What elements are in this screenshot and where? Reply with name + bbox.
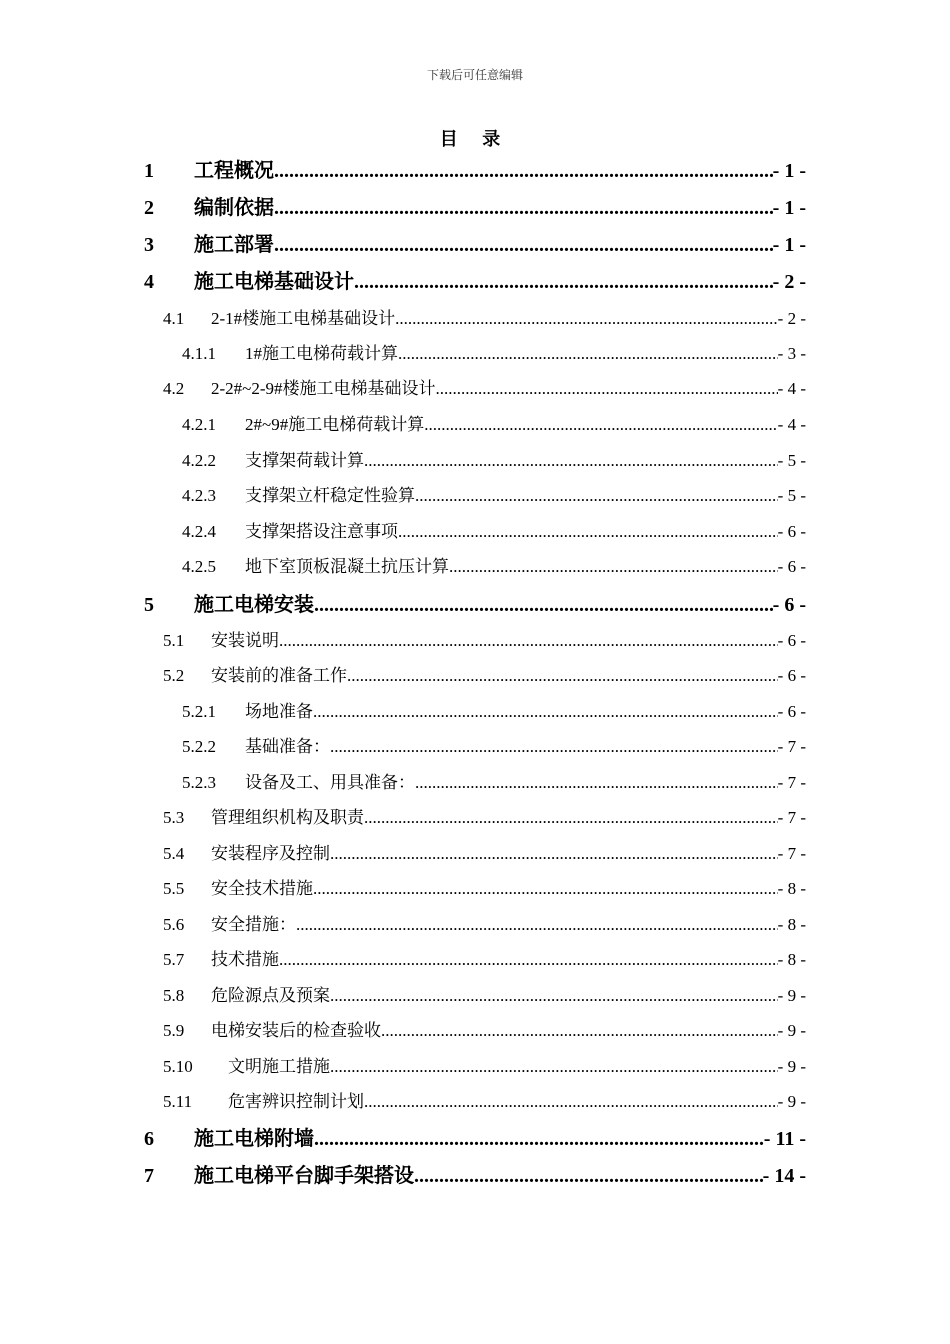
toc-entry-page: - 7 - <box>777 844 806 863</box>
toc-entry-title: 危险源点及预案 <box>211 986 330 1005</box>
toc-entry-title: 技术措施 <box>211 950 279 969</box>
toc-entry-number: 7 <box>144 1165 154 1187</box>
toc-entry-number: 2 <box>144 197 154 219</box>
toc-leader-dots <box>347 666 778 686</box>
toc-entry-page: - 14 - <box>762 1165 806 1187</box>
toc-entry-5-9[interactable] <box>0 1016 950 1052</box>
toc-leader-dots <box>364 808 778 828</box>
toc-leader-dots <box>314 1128 764 1151</box>
toc-entry-number: 5 <box>144 594 154 616</box>
toc-leader-dots <box>415 486 778 506</box>
toc-entry-page: - 8 - <box>777 879 806 898</box>
toc-entry-number: 5.4 <box>163 844 185 863</box>
toc-entry-number: 6 <box>144 1128 154 1150</box>
toc-entry-number: 5.7 <box>163 950 185 969</box>
toc-leader-dots <box>364 1092 778 1112</box>
toc-entry-title: 编制依据 <box>194 197 274 219</box>
toc-entry-page: - 2 - <box>777 309 806 328</box>
toc-leader-dots <box>398 522 778 542</box>
toc-entry-number: 5.9 <box>163 1021 185 1040</box>
toc-entry-page: - 5 - <box>777 486 806 505</box>
toc-entry-5-10[interactable] <box>0 1052 950 1088</box>
toc-leader-dots <box>296 915 778 935</box>
toc-leader-dots <box>330 1057 778 1077</box>
toc-entry-5[interactable] <box>0 588 950 624</box>
toc-leader-dots <box>313 879 778 899</box>
toc-title: 目 录 <box>439 129 511 149</box>
toc-entry-title: 设备及工、用具准备： <box>245 773 415 792</box>
toc-entry-page: - 8 - <box>777 915 806 934</box>
toc-entry-1[interactable] <box>0 154 950 190</box>
toc-entry-number: 4.2.4 <box>182 522 216 541</box>
toc-entry-page: - 6 - <box>777 631 806 650</box>
toc-entry-page: - 4 - <box>777 379 806 398</box>
toc-entry-number: 5.2 <box>163 666 185 685</box>
toc-leader-dots <box>274 234 773 257</box>
toc-leader-dots <box>398 344 778 364</box>
toc-leader-dots <box>279 950 778 970</box>
toc-entry-5-1[interactable] <box>0 626 950 662</box>
toc-entry-number: 5.3 <box>163 808 185 827</box>
toc-entry-title: 安全技术措施 <box>211 879 313 898</box>
toc-entry-page: - 6 - <box>772 594 806 616</box>
toc-entry-title: 工程概况 <box>194 160 274 182</box>
toc-leader-dots <box>330 737 778 757</box>
toc-entry-page: - 6 - <box>777 702 806 721</box>
toc-leader-dots <box>436 379 778 399</box>
toc-leader-dots <box>354 271 773 294</box>
toc-leader-dots <box>424 415 777 435</box>
toc-entry-7[interactable] <box>0 1159 950 1195</box>
toc-entry-4-2-5[interactable] <box>0 552 950 588</box>
toc-leader-dots <box>415 773 778 793</box>
toc-entry-2[interactable] <box>0 191 950 227</box>
toc-entry-number: 5.5 <box>163 879 185 898</box>
toc-leader-dots <box>414 1165 763 1188</box>
toc-entry-4-2-3[interactable] <box>0 481 950 517</box>
toc-leader-dots <box>274 197 773 220</box>
toc-entry-title: 地下室顶板混凝土抗压计算 <box>245 557 449 576</box>
toc-entry-number: 4.2.3 <box>182 486 216 505</box>
toc-entry-5-6[interactable] <box>0 910 950 946</box>
toc-entry-page: - 9 - <box>777 1092 806 1111</box>
toc-entry-title: 电梯安装后的检查验收 <box>211 1021 381 1040</box>
toc-entry-page: - 8 - <box>777 950 806 969</box>
toc-entry-page: - 6 - <box>777 522 806 541</box>
toc-entry-4-1[interactable] <box>0 304 950 340</box>
toc-entry-number: 1 <box>144 160 154 182</box>
toc-entry-5-4[interactable] <box>0 839 950 875</box>
toc-leader-dots <box>449 557 778 577</box>
toc-entry-page: - 7 - <box>777 737 806 756</box>
toc-entry-number: 5.1 <box>163 631 185 650</box>
toc-entry-number: 4 <box>144 271 154 293</box>
toc-entry-title: 1#施工电梯荷载计算 <box>245 344 398 363</box>
toc-entry-title: 安装说明 <box>211 631 279 650</box>
toc-entry-page: - 3 - <box>777 344 806 363</box>
toc-entry-page: - 4 - <box>777 415 806 434</box>
toc-entry-page: - 9 - <box>777 986 806 1005</box>
toc-entry-title: 场地准备 <box>245 702 313 721</box>
toc-entry-number: 4.2.1 <box>182 415 216 434</box>
toc-entry-6[interactable] <box>0 1122 950 1158</box>
toc-entry-title: 施工电梯安装 <box>194 594 314 616</box>
toc-entry-number: 4.2.2 <box>182 451 216 470</box>
toc-entry-5-7[interactable] <box>0 945 950 981</box>
toc-entry-page: - 1 - <box>772 160 806 182</box>
toc-entry-title: 施工电梯平台脚手架搭设 <box>194 1165 414 1187</box>
toc-entry-title: 施工电梯基础设计 <box>194 271 354 293</box>
toc-leader-dots <box>395 309 778 329</box>
toc-entry-page: - 9 - <box>777 1021 806 1040</box>
toc-entry-page: - 2 - <box>772 271 806 293</box>
toc-entry-number: 5.8 <box>163 986 185 1005</box>
toc-entry-5-8[interactable] <box>0 981 950 1017</box>
toc-entry-page: - 6 - <box>777 666 806 685</box>
toc-entry-number: 5.2.3 <box>182 773 216 792</box>
toc-entry-page: - 7 - <box>777 773 806 792</box>
toc-entry-4-2-1[interactable] <box>0 410 950 446</box>
toc-entry-4[interactable] <box>0 265 950 301</box>
toc-entry-title: 安全措施： <box>211 915 296 934</box>
toc-entry-number: 4.1 <box>163 309 185 328</box>
toc-entry-5-3[interactable] <box>0 803 950 839</box>
toc-leader-dots <box>313 702 778 722</box>
toc-entry-4-1-1[interactable] <box>0 339 950 375</box>
toc-entry-number: 5.2.2 <box>182 737 216 756</box>
toc-entry-5-2-2[interactable] <box>0 732 950 768</box>
toc-entry-page: - 11 - <box>763 1128 806 1150</box>
toc-entry-page: - 1 - <box>772 234 806 256</box>
toc-leader-dots <box>330 844 778 864</box>
toc-entry-title: 管理组织机构及职责 <box>211 808 364 827</box>
toc-entry-number: 5.10 <box>163 1057 193 1076</box>
toc-entry-number: 3 <box>144 234 154 256</box>
toc-leader-dots <box>381 1021 778 1041</box>
toc-entry-title: 安装程序及控制 <box>211 844 330 863</box>
toc-entry-title: 施工电梯附墙 <box>194 1128 314 1150</box>
toc-entry-4-2-4[interactable] <box>0 517 950 553</box>
toc-entry-4-2[interactable] <box>0 374 950 410</box>
toc-entry-title: 2-2#~2-9#楼施工电梯基础设计 <box>211 379 436 398</box>
toc-entry-5-2[interactable] <box>0 661 950 697</box>
toc-entry-title: 支撑架荷载计算 <box>245 451 364 470</box>
toc-entry-title: 支撑架搭设注意事项 <box>245 522 398 541</box>
toc-entry-number: 5.11 <box>163 1092 193 1111</box>
toc-entry-page: - 9 - <box>777 1057 806 1076</box>
toc-entry-title: 安装前的准备工作 <box>211 666 347 685</box>
toc-entry-5-11[interactable] <box>0 1087 950 1123</box>
toc-leader-dots <box>279 631 778 651</box>
toc-entry-5-2-3[interactable] <box>0 768 950 804</box>
toc-entry-page: - 5 - <box>777 451 806 470</box>
toc-entry-title: 危害辨识控制计划 <box>228 1092 364 1111</box>
toc-leader-dots <box>274 160 773 183</box>
toc-entry-title: 2#~9#施工电梯荷载计算 <box>245 415 425 434</box>
toc-entry-number: 4.2 <box>163 379 185 398</box>
toc-entry-page: - 7 - <box>777 808 806 827</box>
toc-entry-number: 5.6 <box>163 915 185 934</box>
toc-entry-title: 文明施工措施 <box>228 1057 330 1076</box>
toc-leader-dots <box>330 986 778 1006</box>
toc-entry-page: - 1 - <box>772 197 806 219</box>
toc-entry-page: - 6 - <box>777 557 806 576</box>
toc-entry-number: 4.2.5 <box>182 557 216 576</box>
header-note: 下载后可任意编辑 <box>426 68 523 82</box>
toc-entry-title: 2-1#楼施工电梯基础设计 <box>211 309 396 328</box>
toc-leader-dots <box>314 594 773 617</box>
toc-entry-5-5[interactable] <box>0 874 950 910</box>
toc-entry-title: 施工部署 <box>194 234 274 256</box>
toc-entry-title: 基础准备： <box>245 737 330 756</box>
toc-entry-5-2-1[interactable] <box>0 697 950 733</box>
toc-entry-title: 支撑架立杆稳定性验算 <box>245 486 415 505</box>
toc-entry-4-2-2[interactable] <box>0 446 950 482</box>
toc-leader-dots <box>364 451 778 471</box>
toc-entry-3[interactable] <box>0 228 950 264</box>
toc-entry-number: 4.1.1 <box>182 344 216 363</box>
toc-entry-number: 5.2.1 <box>182 702 216 721</box>
